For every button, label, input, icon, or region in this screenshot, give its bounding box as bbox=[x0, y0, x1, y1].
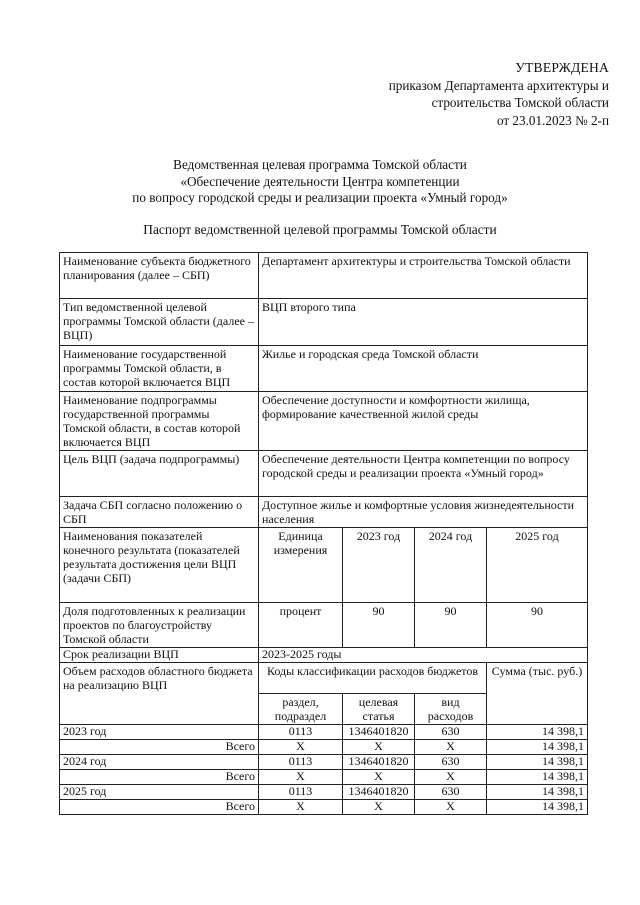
codes-header: Коды классификации расходов бюджетов bbox=[259, 663, 487, 694]
type-header: вид расходов bbox=[415, 694, 487, 725]
expenses-header-row bbox=[60, 663, 588, 694]
expense-section: 0113 bbox=[259, 755, 343, 770]
approval-block bbox=[389, 59, 609, 129]
approval-line: строительства Томской области bbox=[431, 95, 609, 110]
sum-header: Сумма (тыс. руб.) bbox=[487, 663, 588, 725]
expense-article: 1346401820 bbox=[343, 755, 415, 770]
section-header: раздел, подраздел bbox=[259, 694, 343, 725]
row-label: Цель ВЦП (задача подпрограммы) bbox=[60, 451, 259, 497]
table-row bbox=[60, 253, 588, 299]
expense-section: Х bbox=[259, 770, 343, 785]
expense-section: Х bbox=[259, 740, 343, 755]
expense-sum: 14 398,1 bbox=[487, 800, 588, 815]
expense-article: Х bbox=[343, 770, 415, 785]
passport-subtitle: Паспорт ведомственной целевой программы Томской области bbox=[143, 222, 497, 237]
expense-total-label: Всего bbox=[60, 740, 259, 755]
indicator-value: 90 bbox=[487, 603, 588, 648]
expense-sum: 14 398,1 bbox=[487, 785, 588, 800]
expense-type: Х bbox=[415, 740, 487, 755]
expense-total-row bbox=[60, 740, 588, 755]
article-header: целевая статья bbox=[343, 694, 415, 725]
indicator-value: 90 bbox=[415, 603, 487, 648]
expense-type: 630 bbox=[415, 725, 487, 740]
indicators-header-row bbox=[60, 528, 588, 603]
expense-sum: 14 398,1 bbox=[487, 740, 588, 755]
expense-article: Х bbox=[343, 800, 415, 815]
row-label: Задача СБП согласно положению о СБП bbox=[60, 497, 259, 528]
term-row bbox=[60, 648, 588, 663]
expense-total-row bbox=[60, 770, 588, 785]
expense-sum: 14 398,1 bbox=[487, 725, 588, 740]
expenses-label: Объем расходов областного бюджета на реализацию ВЦП bbox=[60, 663, 259, 725]
approval-date: от 23.01.2023 № 2-п bbox=[496, 112, 609, 128]
expense-article: 1346401820 bbox=[343, 725, 415, 740]
table-row bbox=[60, 392, 588, 451]
row-value: Доступное жилье и комфортные условия жизнедеятельности населения bbox=[259, 497, 588, 528]
expense-total-label: Всего bbox=[60, 770, 259, 785]
title-line: «Обеспечение деятельности Центра компетенции bbox=[180, 173, 460, 189]
expense-total-row bbox=[60, 800, 588, 815]
passport-table bbox=[59, 252, 588, 815]
row-value: ВЦП второго типа bbox=[259, 299, 588, 346]
indicator-unit: процент bbox=[259, 603, 343, 648]
expense-total-label: Всего bbox=[60, 800, 259, 815]
year-header: 2025 год bbox=[487, 528, 588, 603]
expense-row bbox=[60, 725, 588, 740]
expense-section: 0113 bbox=[259, 725, 343, 740]
term-label: Срок реализации ВЦП bbox=[60, 648, 259, 663]
expense-article: Х bbox=[343, 740, 415, 755]
expense-year: 2023 год bbox=[60, 725, 259, 740]
row-label: Наименование субъекта бюджетного планирования (далее – СБП) bbox=[60, 253, 259, 299]
expense-type: 630 bbox=[415, 755, 487, 770]
table-row bbox=[60, 299, 588, 346]
approval-line: приказом Департамента архитектуры и bbox=[388, 77, 609, 93]
row-value: Жилье и городская среда Томской области bbox=[259, 346, 588, 392]
expense-row bbox=[60, 755, 588, 770]
expense-year: 2024 год bbox=[60, 755, 259, 770]
row-value: Департамент архитектуры и строительства Томской области bbox=[259, 253, 588, 299]
row-value: Обеспечение доступности и комфортности жилища, формирование качественной жилой среды bbox=[259, 392, 588, 451]
expense-sum: 14 398,1 bbox=[487, 755, 588, 770]
document-title bbox=[0, 157, 640, 207]
table-row bbox=[60, 451, 588, 497]
indicator-value: 90 bbox=[343, 603, 415, 648]
expense-sum: 14 398,1 bbox=[487, 770, 588, 785]
table-row bbox=[60, 346, 588, 392]
expense-article: 1346401820 bbox=[343, 785, 415, 800]
row-label: Наименование государственной программы Томской области, в состав которой включается ВЦП bbox=[60, 346, 259, 392]
indicators-row bbox=[60, 603, 588, 648]
expense-row bbox=[60, 785, 588, 800]
expense-type: Х bbox=[415, 800, 487, 815]
title-line: Ведомственная целевая программа Томской области bbox=[173, 157, 467, 172]
expense-type: 630 bbox=[415, 785, 487, 800]
year-header: 2023 год bbox=[343, 528, 415, 603]
table-row bbox=[60, 497, 588, 528]
expense-section: 0113 bbox=[259, 785, 343, 800]
approval-heading: УТВЕРЖДЕНА bbox=[515, 60, 609, 75]
expense-year: 2025 год bbox=[60, 785, 259, 800]
title-line: по вопросу городской среды и реализации проекта «Умный город» bbox=[132, 190, 508, 205]
indicator-name: Доля подготовленных к реализации проектов по благоустройству Томской области bbox=[60, 603, 259, 648]
expense-section: Х bbox=[259, 800, 343, 815]
row-label: Тип ведомственной целевой программы Томской области (далее – ВЦП) bbox=[60, 299, 259, 346]
unit-header: Единица измерения bbox=[259, 528, 343, 603]
year-header: 2024 год bbox=[415, 528, 487, 603]
row-label: Наименование подпрограммы государственной программы Томской области, в состав которой включается ВЦП bbox=[60, 392, 259, 451]
expense-type: Х bbox=[415, 770, 487, 785]
indicators-label: Наименования показателей конечного результата (показателей результата достижения цели ВЦП (задачи СБП) bbox=[60, 528, 259, 603]
term-value: 2023-2025 годы bbox=[259, 648, 588, 663]
row-value: Обеспечение деятельности Центра компетенции по вопросу городской среды и реализации проекта «Умный город» bbox=[259, 451, 588, 497]
